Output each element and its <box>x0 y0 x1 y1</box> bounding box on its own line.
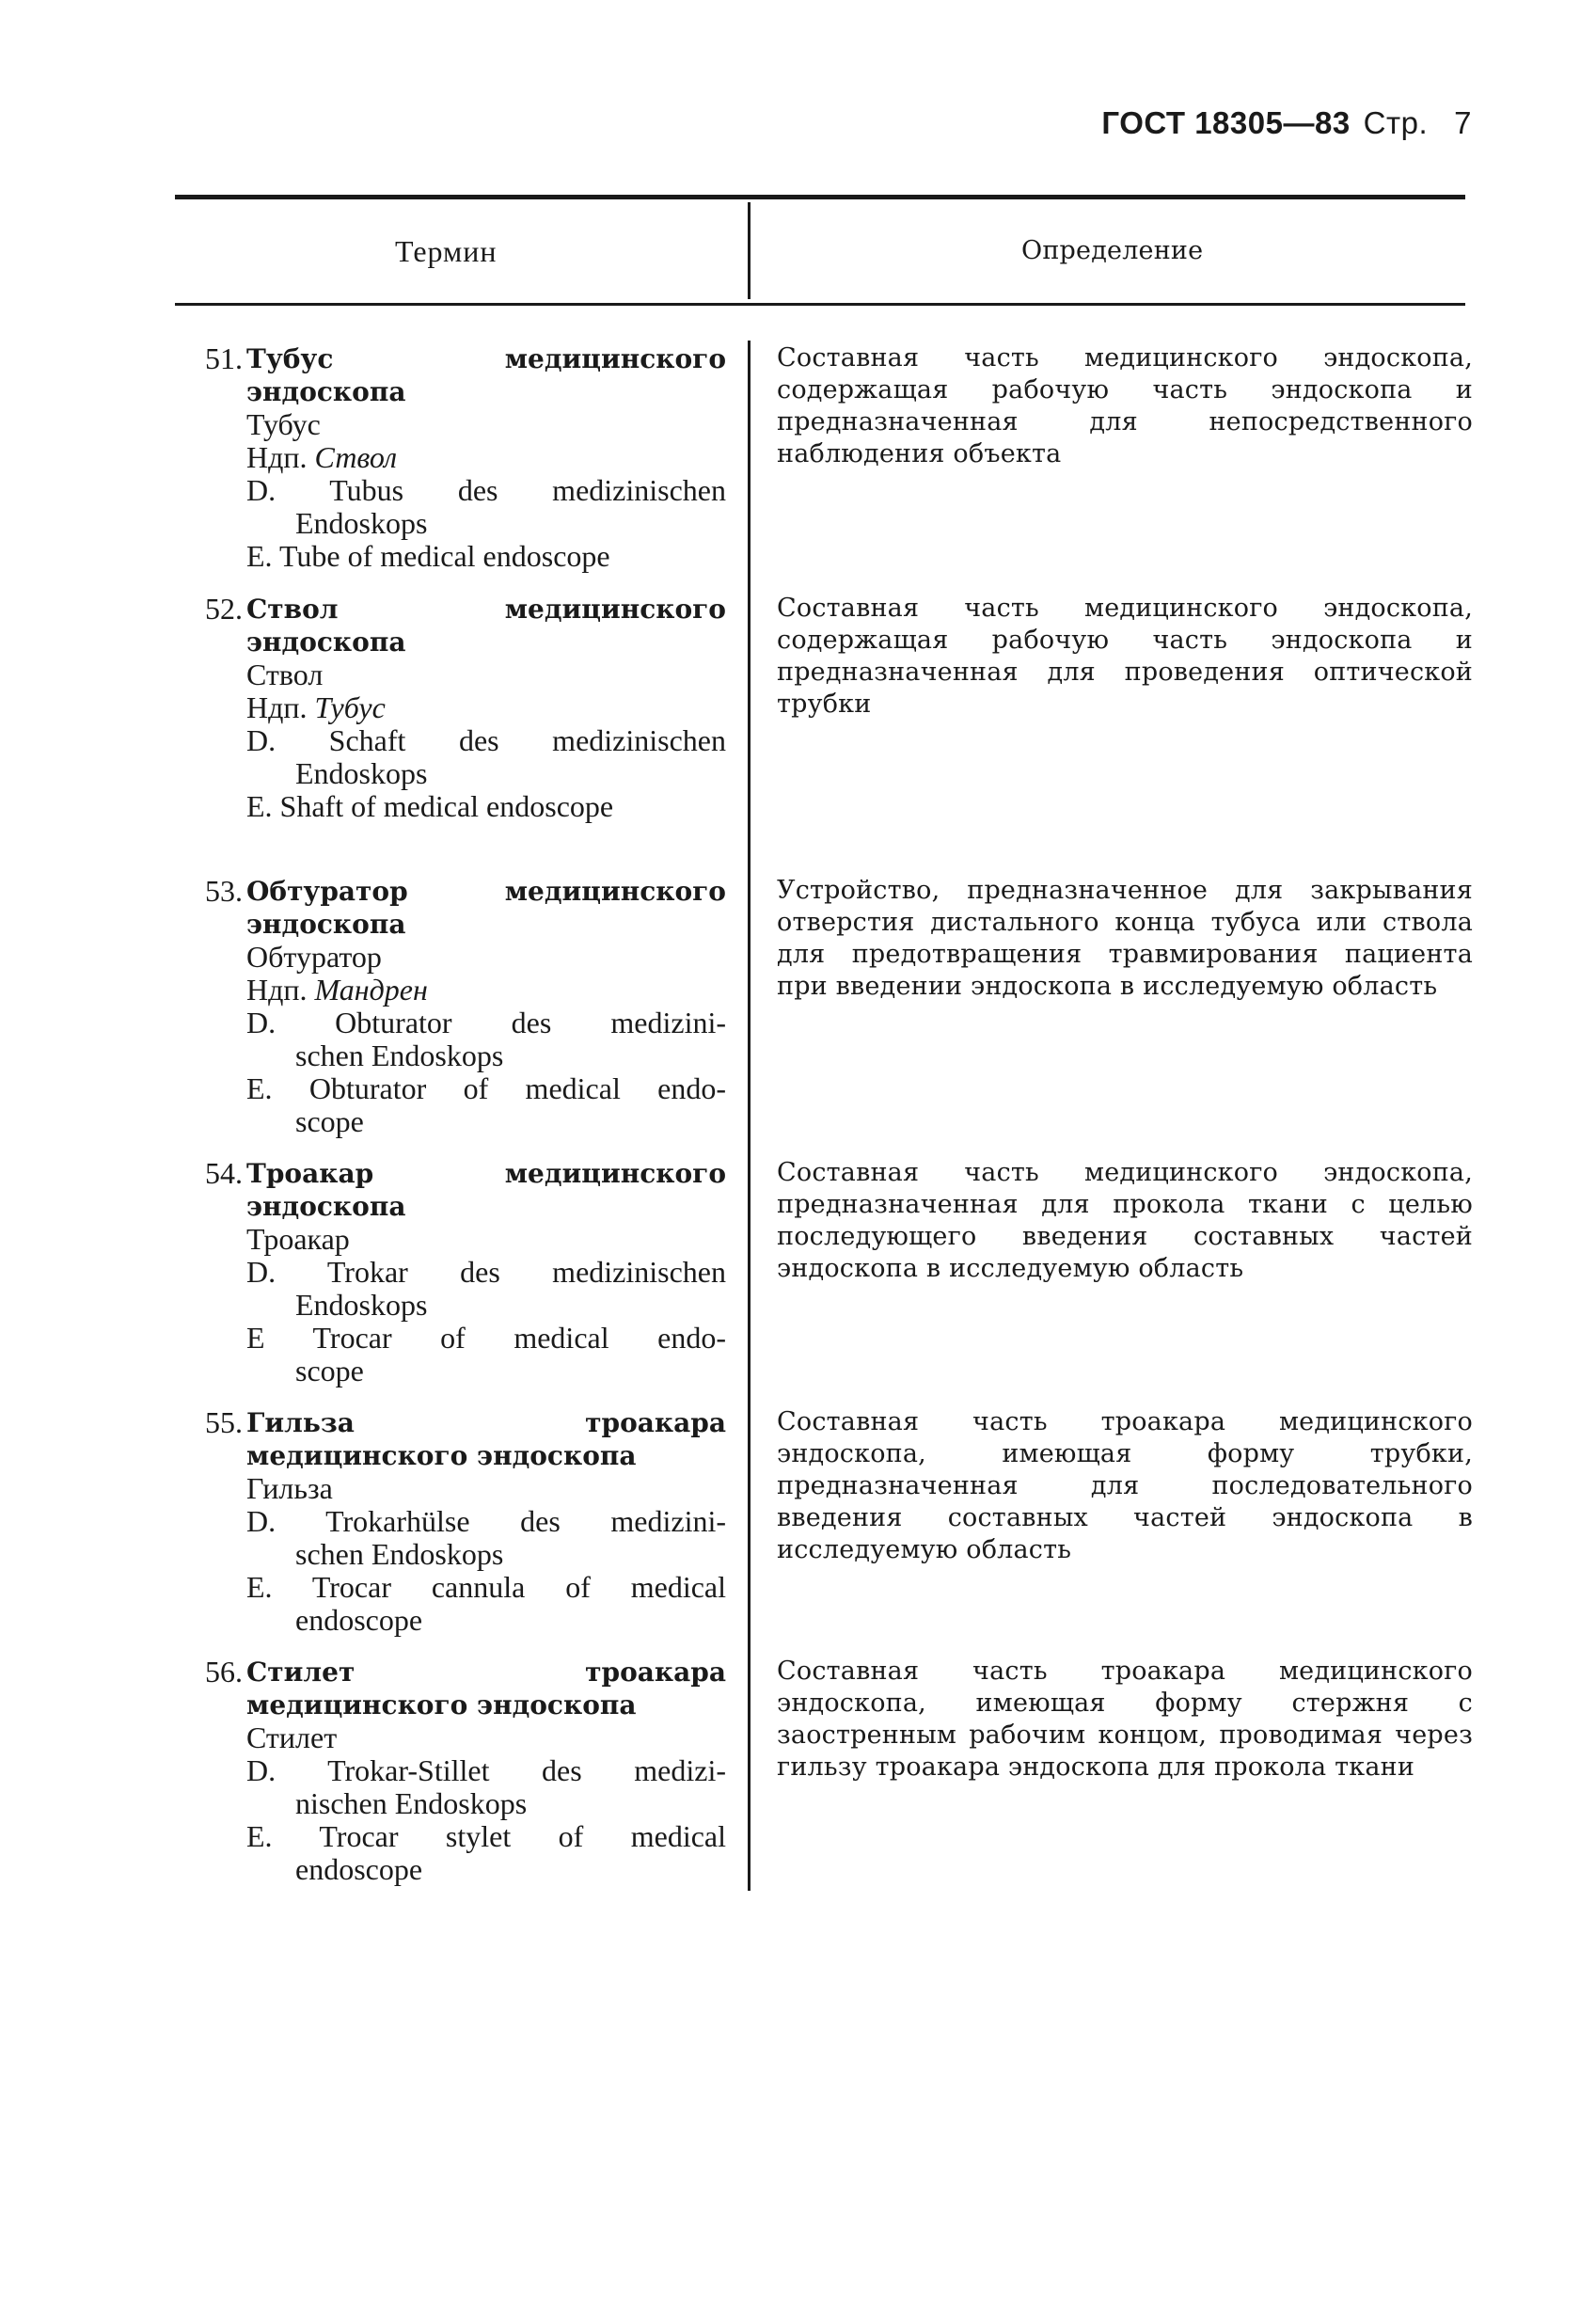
entry-number: 51. <box>205 341 243 375</box>
term-definition: Составная часть медицинского эндоскопа, содержащая рабочую часть эндоскопа и предназначенная для непосредственного наблюдения объекта <box>777 343 1473 468</box>
ndp-label: Ндп. <box>246 973 308 1007</box>
term-german: D. Tubus des medizinischen <box>246 473 726 507</box>
term-german: D. Obturator des medizini- <box>246 1006 726 1039</box>
ndp-label: Ндп. <box>246 690 308 724</box>
term-german: D. Trokar des medizinischen <box>246 1255 726 1289</box>
entry-number: 55. <box>205 1405 243 1439</box>
page-header <box>1101 105 1472 141</box>
term-german-continued: nischen Endoskops <box>295 1786 528 1820</box>
page-number: 7 <box>1454 105 1472 140</box>
term-german: D. Trokarhülse des medizini- <box>246 1504 726 1538</box>
term-not-allowed <box>246 441 726 474</box>
term-short-form: Стилет <box>246 1720 338 1754</box>
term-definition: Устройство, предназначенное для закрывания отверстия дистального конца тубуса или ствола для предотвращения травмирования пациента при введении эндоскопа в исследуемую область <box>777 876 1473 1001</box>
entry-number: 56. <box>205 1655 243 1689</box>
term-english-continued: endoscope <box>295 1603 423 1637</box>
table-top-rule <box>175 195 1465 199</box>
term-title: Тубус медицинского эндоскопа <box>246 343 726 407</box>
term-title: Стилет троакара медицинского эндоскопа <box>246 1657 726 1720</box>
term-definition: Составная часть медицинского эндоскопа, содержащая рабочую часть эндоскопа и предназначенная для проведения оптической трубки <box>777 594 1473 719</box>
entry-number: 54. <box>205 1156 243 1190</box>
term-definition: Составная часть троакара медицинского эндоскопа, имеющая форму стержня с заостренным рабочим концом, проводимая через гильзу троакара эндоскопа для прокола ткани <box>777 1657 1473 1782</box>
term-title: Обтуратор медицинского эндоскопа <box>246 876 726 940</box>
term-english: E Trocar of medical endo- <box>246 1321 726 1355</box>
page-label: Стр. <box>1363 105 1429 140</box>
body-column-divider <box>748 341 751 1891</box>
term-german-continued: Endoskops <box>295 756 428 790</box>
term-english: E. Obturator of medical endo- <box>246 1071 726 1105</box>
term-short-form: Гильза <box>246 1471 333 1505</box>
standard-number: ГОСТ 18305—83 <box>1101 105 1351 140</box>
term-german-continued: schen Endoskops <box>295 1537 504 1571</box>
entry-number: 53. <box>205 874 243 908</box>
term-definition: Составная часть медицинского эндоскопа, предназначенная для прокола ткани с целью последующего введения составных частей эндоскопа в исследуемую область <box>777 1158 1473 1283</box>
term-block <box>246 875 726 1138</box>
term-short-form: Ствол <box>246 658 324 691</box>
term-title: Ствол медицинского эндоскопа <box>246 594 726 658</box>
ndp-term: Ствол <box>314 440 398 474</box>
entry-number: 52. <box>205 592 243 626</box>
term-english-continued: endoscope <box>295 1852 423 1886</box>
term-german-continued: Endoskops <box>295 1288 428 1322</box>
term-english: E. Tube of medical endoscope <box>246 539 610 573</box>
term-english: E. Trocar stylet of medical <box>246 1819 726 1853</box>
term-english: E. Shaft of medical endoscope <box>246 789 614 823</box>
term-not-allowed <box>246 691 726 724</box>
term-short-form: Троакар <box>246 1222 350 1256</box>
table-header-rule <box>175 303 1465 306</box>
term-english: E. Trocar cannula of medical <box>246 1570 726 1604</box>
term-block <box>246 1157 726 1387</box>
term-title: Троакар медицинского эндоскопа <box>246 1158 726 1222</box>
term-title: Гильза троакара медицинского эндоскопа <box>246 1407 726 1471</box>
ndp-term: Тубус <box>314 690 386 724</box>
term-german: D. Trokar-Stillet des medizi- <box>246 1753 726 1787</box>
term-german-continued: schen Endoskops <box>295 1039 504 1072</box>
column-header-term: Термин <box>395 234 498 268</box>
term-english-continued: scope <box>295 1104 364 1138</box>
column-header-definition: Определение <box>1021 236 1204 265</box>
term-short-form: Тубус <box>246 407 321 441</box>
ndp-label: Ндп. <box>246 440 308 474</box>
term-english-continued: scope <box>295 1354 364 1387</box>
term-block <box>246 1656 726 1886</box>
term-german-continued: Endoskops <box>295 506 428 540</box>
ndp-term: Мандрен <box>314 973 428 1007</box>
term-german: D. Schaft des medizinischen <box>246 723 726 757</box>
term-block <box>246 1406 726 1637</box>
term-not-allowed <box>246 974 726 1007</box>
term-block <box>246 342 726 573</box>
term-short-form: Обтуратор <box>246 940 382 974</box>
term-block <box>246 593 726 823</box>
term-definition: Составная часть троакара медицинского эндоскопа, имеющая форму трубки, предназначенная для последовательного введения составных частей эндоскопа в исследуемую область <box>777 1407 1473 1564</box>
